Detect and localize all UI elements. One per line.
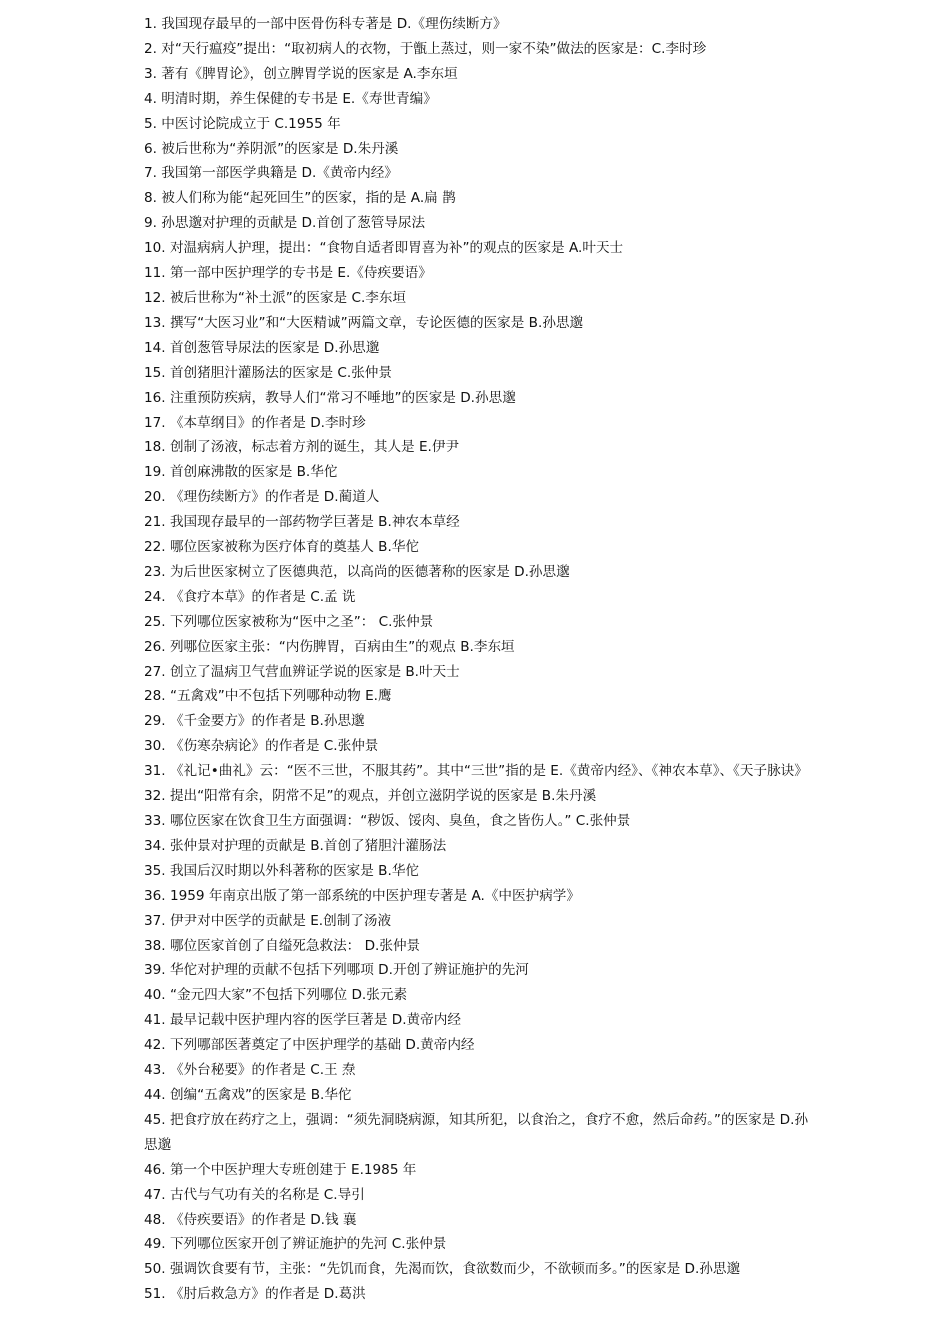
question-item: 3. 著有《脾胃论》，创立脾胃学说的医家是 A.李东垣 xyxy=(144,65,458,82)
question-item: 18. 创制了汤液，标志着方剂的诞生，其人是 E.伊尹 xyxy=(144,439,460,456)
question-item: 49. 下列哪位医家开创了辨证施护的先河 C.张仲景 xyxy=(144,1236,447,1253)
question-item: 28. “五禽戏”中不包括下列哪种动物 E.鹰 xyxy=(144,688,392,705)
question-item: 23. 为后世医家树立了医德典范，以高尚的医德著称的医家是 D.孙思邈 xyxy=(144,563,570,580)
document-body xyxy=(144,12,814,1307)
question-item: 27. 创立了温病卫气营血辨证学说的医家是 B.叶天士 xyxy=(144,663,460,680)
question-item: 42. 下列哪部医著奠定了中医护理学的基础 D.黄帝内经 xyxy=(144,1037,475,1054)
question-item: 24. 《食疗本草》的作者是 C.孟 诜 xyxy=(144,588,356,605)
question-item: 2. 对“天行瘟疫”提出：“取初病人的衣物，于甑上蒸过，则一家不染”做法的医家是：C.李时珍 xyxy=(144,40,707,57)
question-item: 14. 首创葱管导尿法的医家是 D.孙思邈 xyxy=(144,339,380,356)
question-item: 21. 我国现存最早的一部药物学巨著是 B.神农本草经 xyxy=(144,514,460,531)
question-item: 38. 哪位医家首创了自缢死急救法： D.张仲景 xyxy=(144,937,421,954)
question-item: 41. 最早记载中医护理内容的医学巨著是 D.黄帝内经 xyxy=(144,1012,461,1029)
question-item: 43. 《外台秘要》的作者是 C.王 焘 xyxy=(144,1062,356,1079)
question-item: 9. 孙思邈对护理的贡献是 D.首创了葱管导尿法 xyxy=(144,215,426,232)
question-item: 12. 被后世称为“补土派”的医家是 C.李东垣 xyxy=(144,289,407,306)
question-item: 16. 注重预防疾病，教导人们“常习不唾地”的医家是 D.孙思邈 xyxy=(144,389,516,406)
question-item: 5. 中医讨论院成立于 C.1955 年 xyxy=(144,115,341,132)
question-item: 34. 张仲景对护理的贡献是 B.首创了猪胆汁灌肠法 xyxy=(144,837,447,854)
question-item: 29. 《千金要方》的作者是 B.孙思邈 xyxy=(144,713,365,730)
question-item: 25. 下列哪位医家被称为“医中之圣”： C.张仲景 xyxy=(144,613,434,630)
question-item: 10. 对温病病人护理，提出：“食物自适者即胃喜为补”的观点的医家是 A.叶天士 xyxy=(144,240,624,257)
question-item: 6. 被后世称为“养阴派”的医家是 D.朱丹溪 xyxy=(144,140,399,157)
question-item: 20. 《理伤续断方》的作者是 D.蔺道人 xyxy=(144,489,380,506)
question-item: 33. 哪位医家在饮食卫生方面强调：“秽饭、馁肉、臭鱼，食之皆伤人。” C.张仲景 xyxy=(144,813,631,829)
question-item: 48. 《侍疾要语》的作者是 D.钱 襄 xyxy=(144,1211,357,1228)
question-item: 31. 《礼记•曲礼》云：“医不三世，不服其药”。其中“三世”指的是 E.《黄帝内经》、《神农本草》、《天子脉诀》 xyxy=(144,763,808,780)
question-item: 11. 第一部中医护理学的专书是 E.《侍疾要语》 xyxy=(144,265,432,282)
question-item: 50. 强调饮食要有节，主张：“先饥而食，先渴而饮，食欲数而少，不欲顿而多。”的医家是 D.孙思邈 xyxy=(144,1261,741,1278)
question-item: 36. 1959 年南京出版了第一部系统的中医护理专著是 A.《中医护病学》 xyxy=(144,887,580,904)
question-item: 40. “金元四大家”不包括下列哪位 D.张元素 xyxy=(144,987,408,1004)
question-item: 7. 我国第一部医学典籍是 D.《黄帝内经》 xyxy=(144,165,398,182)
question-item: 17. 《本草纲目》的作者是 D.李时珍 xyxy=(144,414,366,431)
question-item: 19. 首创麻沸散的医家是 B.华佗 xyxy=(144,464,338,481)
question-item: 22. 哪位医家被称为医疗体育的奠基人 B.华佗 xyxy=(144,539,419,556)
question-item: 30. 《伤寒杂病论》的作者是 C.张仲景 xyxy=(144,738,379,755)
question-item: 47. 古代与气功有关的名称是 C.导引 xyxy=(144,1186,365,1203)
question-item: 39. 华佗对护理的贡献不包括下列哪项 D.开创了辨证施护的先河 xyxy=(144,962,529,979)
question-item: 8. 被人们称为能“起死回生”的医家，指的是 A.扁 鹊 xyxy=(144,190,456,207)
question-item: 35. 我国后汉时期以外科著称的医家是 B.华佗 xyxy=(144,862,419,879)
question-item: 13. 撰写“大医习业”和“大医精诚”两篇文章，专论医德的医家是 B.孙思邈 xyxy=(144,314,584,331)
question-item: 1. 我国现存最早的一部中医骨伤科专著是 D.《理伤续断方》 xyxy=(144,16,507,32)
question-item: 51. 《肘后救急方》的作者是 D.葛洪 xyxy=(144,1286,366,1303)
question-item: 44. 创编“五禽戏”的医家是 B.华佗 xyxy=(144,1086,352,1103)
question-item: 4. 明清时期，养生保健的专书是 E.《寿世青编》 xyxy=(144,90,437,107)
question-item: 46. 第一个中医护理大专班创建于 E.1985 年 xyxy=(144,1161,417,1178)
question-item: 26. 列哪位医家主张：“内伤脾胃，百病由生”的观点 B.李东垣 xyxy=(144,638,515,655)
question-item: 45. 把食疗放在药疗之上，强调：“须先洞晓病源，知其所犯，以食治之，食疗不愈，然后命药。”的医家是 D.孙思邈 xyxy=(144,1111,809,1153)
question-item: 15. 首创猪胆汁灌肠法的医家是 C.张仲景 xyxy=(144,364,392,381)
question-item: 37. 伊尹对中医学的贡献是 E.创制了汤液 xyxy=(144,912,392,929)
question-item: 32. 提出“阳常有余，阴常不足”的观点，并创立滋阴学说的医家是 B.朱丹溪 xyxy=(144,788,597,805)
